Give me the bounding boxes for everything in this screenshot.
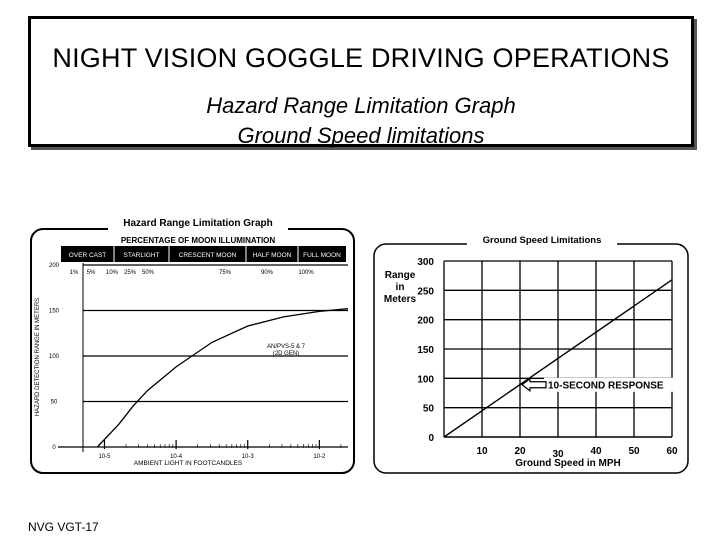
title-box (28, 16, 694, 147)
hazard-x-label: AMBIENT LIGHT IN FOOTCANDLES (133, 460, 243, 467)
slide-title: NIGHT VISION GOGGLE DRIVING OPERATIONS (52, 43, 670, 73)
speed-chart-title: Ground Speed Limitations (482, 235, 602, 246)
hazard-x-tick-label: 10-5 (98, 454, 111, 460)
speed-y-tick-label: 100 (417, 374, 434, 386)
moon-percent-label: 90% (260, 270, 274, 276)
slide-footer: NVG VGT-17 (28, 520, 99, 534)
hazard-y-tick-label: 150 (48, 308, 60, 315)
moon-category-label: CRESCENT MOON (178, 252, 237, 259)
slide-subtitle-1: Hazard Range Limitation Graph (206, 93, 516, 118)
speed-x-label: Ground Speed in MPH (515, 458, 621, 469)
hazard-x-tick-label: 10-3 (241, 454, 254, 460)
speed-y-label-in: in (395, 282, 405, 293)
hazard-y-tick-label: 0 (52, 445, 56, 451)
speed-x-tick-label: 30 (552, 449, 564, 460)
speed-y-tick-label: 200 (417, 315, 434, 327)
moon-percent-label: 5% (86, 270, 96, 276)
speed-x-tick-label: 50 (628, 446, 640, 457)
speed-y-tick-label: 0 (428, 433, 434, 444)
speed-x-tick-label: 20 (514, 446, 526, 457)
hazard-chart-title: Hazard Range Limitation Graph (123, 218, 273, 229)
hazard-range-chart (28, 215, 358, 475)
moon-category-label: HALF MOON (252, 252, 292, 259)
moon-percent-label: 10% (105, 270, 119, 276)
speed-y-tick-label: 300 (417, 257, 434, 268)
hazard-y-tick-label: 50 (50, 399, 58, 406)
moon-percent-label: 1% (69, 270, 79, 276)
moon-category-label: STARLIGHT (123, 252, 160, 259)
hazard-y-label: HAZARD DETECTION RANGE IN METERS (35, 297, 41, 417)
hazard-annotation-line2: (2D GEN) (272, 351, 300, 357)
moon-category-label: FULL MOON (303, 252, 341, 259)
ground-speed-chart (372, 230, 690, 475)
speed-annotation: 10-SECOND RESPONSE (548, 380, 664, 392)
speed-y-tick-label: 250 (417, 286, 434, 298)
speed-chart-frame (374, 244, 688, 473)
speed-y-tick-label: 150 (417, 345, 434, 356)
slide-subtitle-2: Ground Speed limitations (237, 123, 485, 148)
speed-y-tick-label: 50 (422, 403, 434, 415)
hazard-x-tick-label: 10-2 (313, 454, 326, 460)
hazard-header: PERCENTAGE OF MOON ILLUMINATION (120, 236, 276, 245)
hazard-x-tick-label: 10-4 (170, 454, 183, 460)
moon-percent-label: 100% (298, 270, 314, 276)
speed-y-label-range: Range (384, 270, 416, 281)
speed-y-label-meters: Meters (383, 294, 417, 305)
hazard-y-tick-label: 200 (48, 263, 60, 269)
speed-x-tick-label: 10 (476, 446, 488, 457)
speed-x-tick-label: 40 (590, 446, 602, 457)
moon-percent-label: 25% (123, 270, 137, 276)
speed-x-tick-label: 60 (666, 446, 678, 457)
moon-percent-label: 50% (141, 270, 155, 276)
hazard-annotation-line1: AN/PVS-5 & 7 (266, 344, 306, 350)
hazard-y-tick-label: 100 (48, 354, 60, 360)
moon-category-label: OVER CAST (68, 252, 107, 259)
moon-percent-label: 75% (218, 270, 232, 276)
